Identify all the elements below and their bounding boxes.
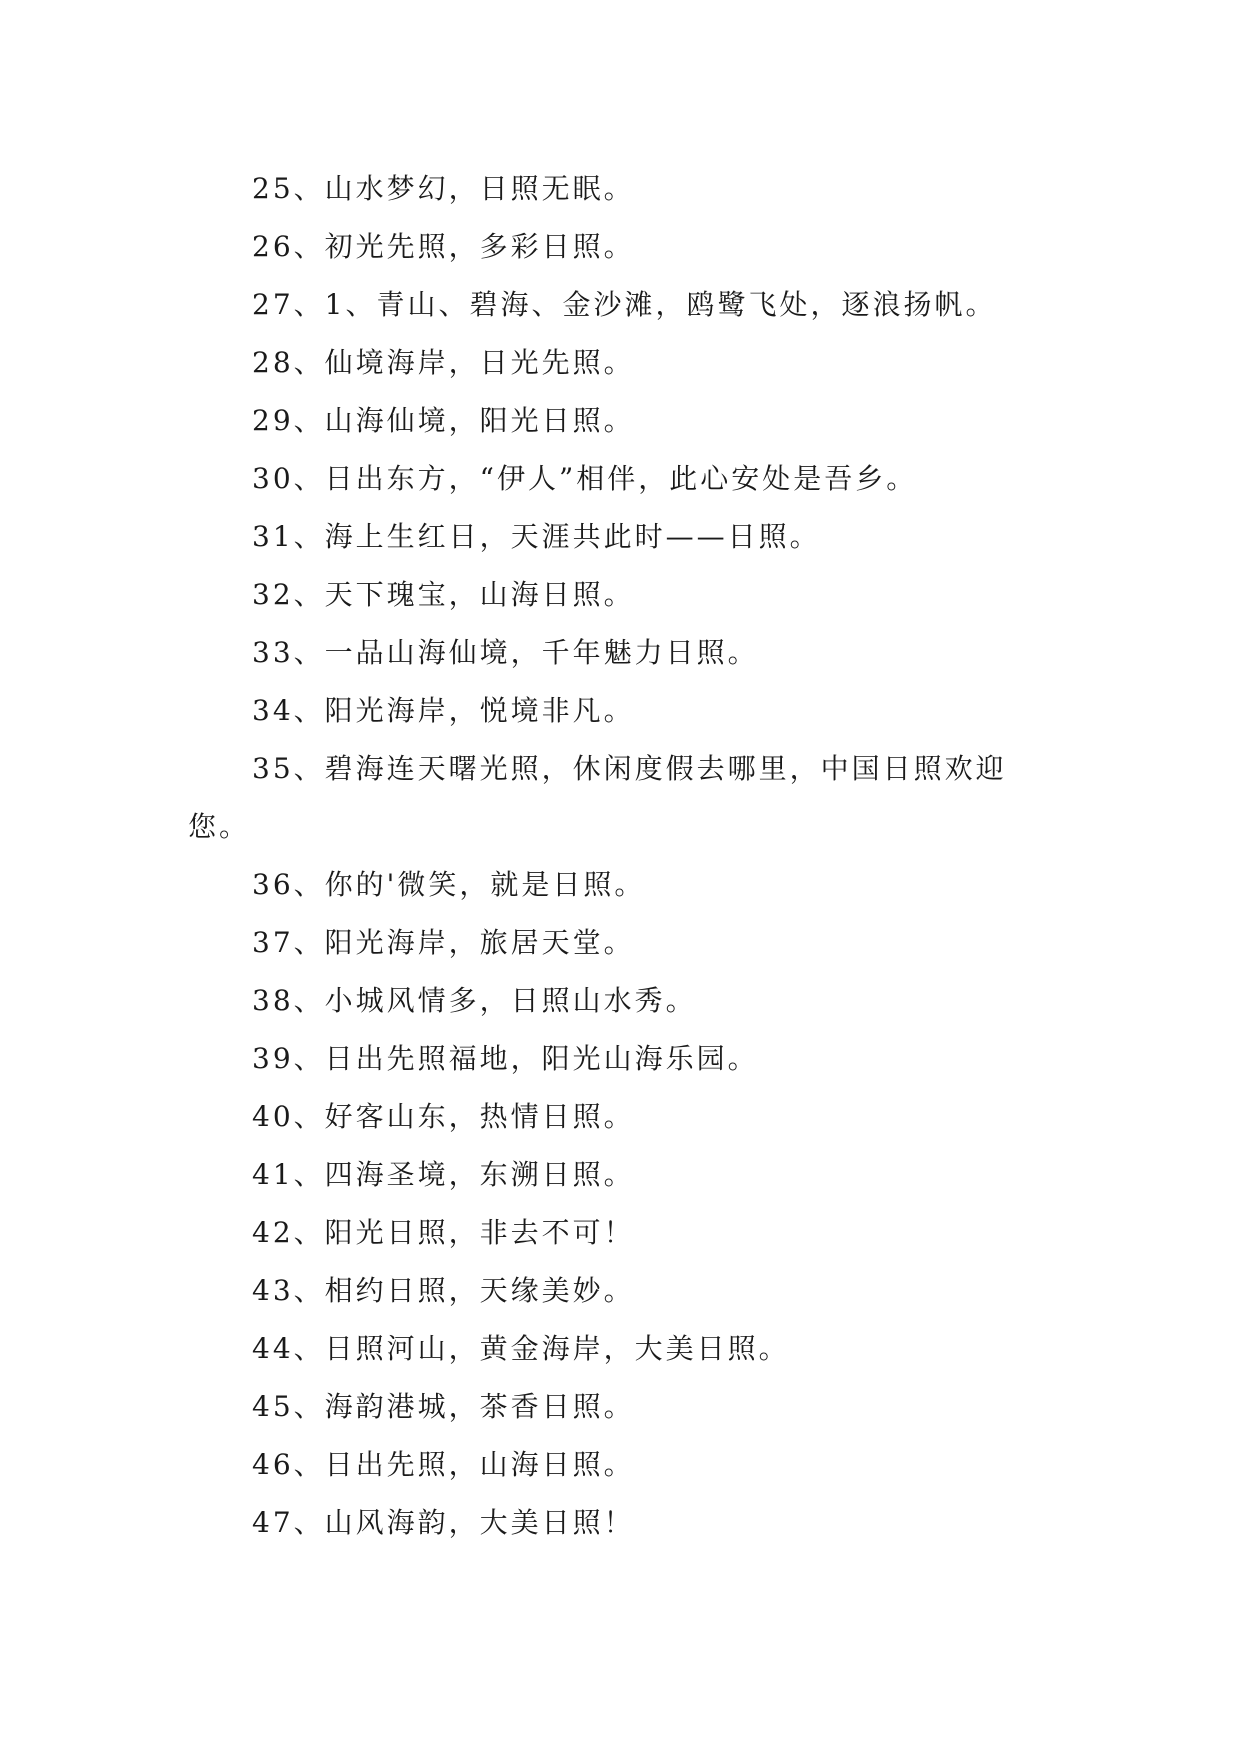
list-item: 33、一品山海仙境，千年魅力日照。 (252, 636, 759, 669)
list-item: 28、仙境海岸，日光先照。 (252, 346, 635, 379)
list-item: 40、好客山东，热情日照。 (252, 1100, 635, 1133)
list-item: 30、日出东方，“伊人”相伴，此心安处是吾乡。 (252, 462, 918, 495)
list-item: 37、阳光海岸，旅居天堂。 (252, 926, 635, 959)
list-item: 44、日照河山，黄金海岸，大美日照。 (252, 1332, 790, 1365)
list-item: 32、天下瑰宝，山海日照。 (252, 578, 635, 611)
list-item: 27、1、青山、碧海、金沙滩，鸥鹭飞处，逐浪扬帆。 (252, 288, 997, 321)
list-item: 43、相约日照，天缘美妙。 (252, 1274, 635, 1307)
list-item: 42、阳光日照，非去不可！ (252, 1216, 635, 1249)
list-item: 47、山风海韵，大美日照！ (252, 1506, 635, 1539)
list-item: 34、阳光海岸，悦境非凡。 (252, 694, 635, 727)
list-item: 41、四海圣境，东溯日照。 (252, 1158, 635, 1191)
list-item: 45、海韵港城，茶香日照。 (252, 1390, 635, 1423)
list-item: 46、日出先照，山海日照。 (252, 1448, 635, 1481)
list-item: 35、碧海连天曙光照，休闲度假去哪里，中国日照欢迎您。 (188, 752, 1007, 843)
list-item: 38、小城风情多，日照山水秀。 (252, 984, 697, 1017)
list-item: 26、初光先照，多彩日照。 (252, 230, 635, 263)
list-item: 39、日出先照福地，阳光山海乐园。 (252, 1042, 759, 1075)
list-item: 29、山海仙境，阳光日照。 (252, 404, 635, 437)
list-item: 25、山水梦幻，日照无眠。 (252, 172, 635, 205)
list-item: 36、你的'微笑，就是日照。 (252, 868, 646, 901)
list-item: 31、海上生红日，天涯共此时——日照。 (252, 520, 821, 553)
document-body (188, 160, 1068, 1552)
